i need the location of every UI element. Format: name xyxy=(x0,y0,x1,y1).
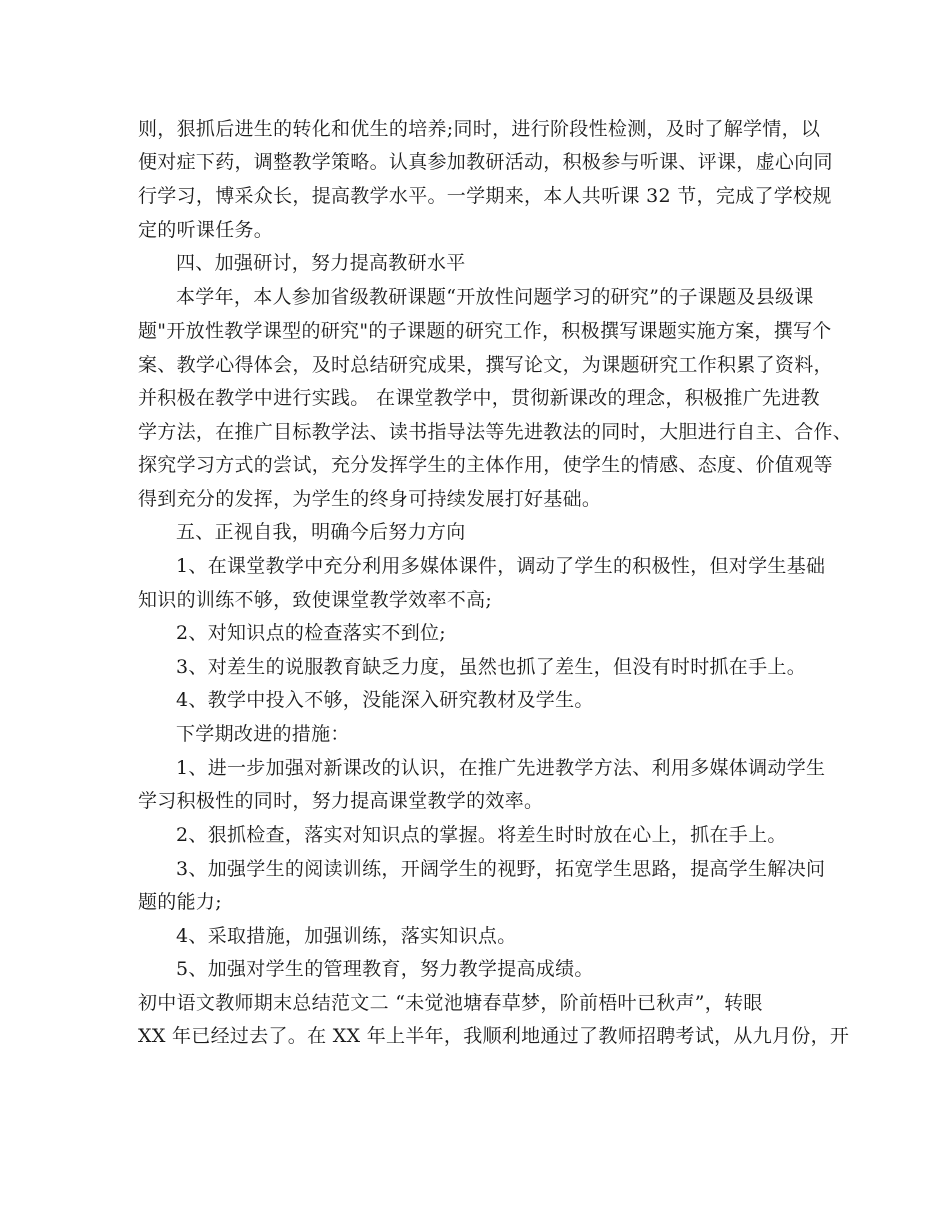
text-line: 知识的训练不够，致使课堂教学效率不高; xyxy=(138,589,493,611)
text-line: 探究学习方式的尝试，充分发挥学生的主体作用，使学生的情感、态度、价值观等 xyxy=(138,454,833,476)
section-heading: 四、加强研讨，努力提高教研水平 xyxy=(176,252,466,274)
text-line: 案、教学心得体会，及时总结研究成果，撰写论文，为课题研究工作积累了资料， xyxy=(138,354,833,376)
text-line: 并积极在教学中进行实践。 在课堂教学中，贯彻新课改的理念，积极推广先进教 xyxy=(138,387,820,409)
text-line: 则，狠抓后进生的转化和优生的培养;同时，进行阶段性检测，及时了解学情，以 xyxy=(138,118,821,140)
text-line: 本学年，本人参加省级教研课题“开放性问题学习的研究”的子课题及县级课 xyxy=(176,286,814,308)
text-line: 5、加强对学生的管理教育，努力教学提高成绩。 xyxy=(176,958,594,980)
text-line: 1、在课堂教学中充分利用多媒体课件，调动了学生的积极性，但对学生基础 xyxy=(176,555,826,577)
text-line: XX 年已经过去了。在 XX 年上半年，我顺利地通过了教师招聘考试，从九月份，开 xyxy=(138,1025,850,1047)
text-line: 学习积极性的同时，努力提高课堂教学的效率。 xyxy=(138,790,544,812)
text-line: 学方法，在推广目标教学法、读书指导法等先进教法的同时，大胆进行自主、合作、 xyxy=(138,421,853,443)
text-line: 得到充分的发挥，为学生的终身可持续发展打好基础。 xyxy=(138,488,602,510)
text-line: 3、加强学生的阅读训练，开阔学生的视野，拓宽学生思路，提高学生解决问 xyxy=(176,858,826,880)
text-line: 3、对差生的说服教育缺乏力度，虽然也抓了差生，但没有时时抓在手上。 xyxy=(176,656,806,678)
text-line: 题的能力; xyxy=(138,891,222,913)
text-line: 行学习，博采众长，提高教学水平。一学期来，本人共听课 32 节，完成了学校规 xyxy=(138,185,832,207)
text-line: 2、狠抓检查，落实对知识点的掌握。将差生时时放在心上，抓在手上。 xyxy=(176,824,787,846)
text-line: 4、教学中投入不够，没能深入研究教材及学生。 xyxy=(176,689,594,711)
text-line: 4、采取措施，加强训练，落实知识点。 xyxy=(176,925,517,947)
text-line: 题"开放性教学课型的研究"的子课题的研究工作，积极撰写课题实施方案，撰写个 xyxy=(138,320,832,342)
text-line: 定的听课任务。 xyxy=(138,219,274,241)
text-line: 2、对知识点的检查落实不到位; xyxy=(176,622,446,644)
text-line: 便对症下药，调整教学策略。认真参加教研活动，积极参与听课、评课，虚心向同 xyxy=(138,151,833,173)
document-title-line: 初中语文教师期末总结范文二 “未觉池塘春草梦，阶前梧叶已秋声”，转眼 xyxy=(138,992,763,1014)
section-heading: 五、正视自我，明确今后努力方向 xyxy=(176,521,466,543)
text-line: 1、进一步加强对新课改的认识，在推广先进教学方法、利用多媒体调动学生 xyxy=(176,757,826,779)
section-heading: 下学期改进的措施： xyxy=(176,723,350,745)
